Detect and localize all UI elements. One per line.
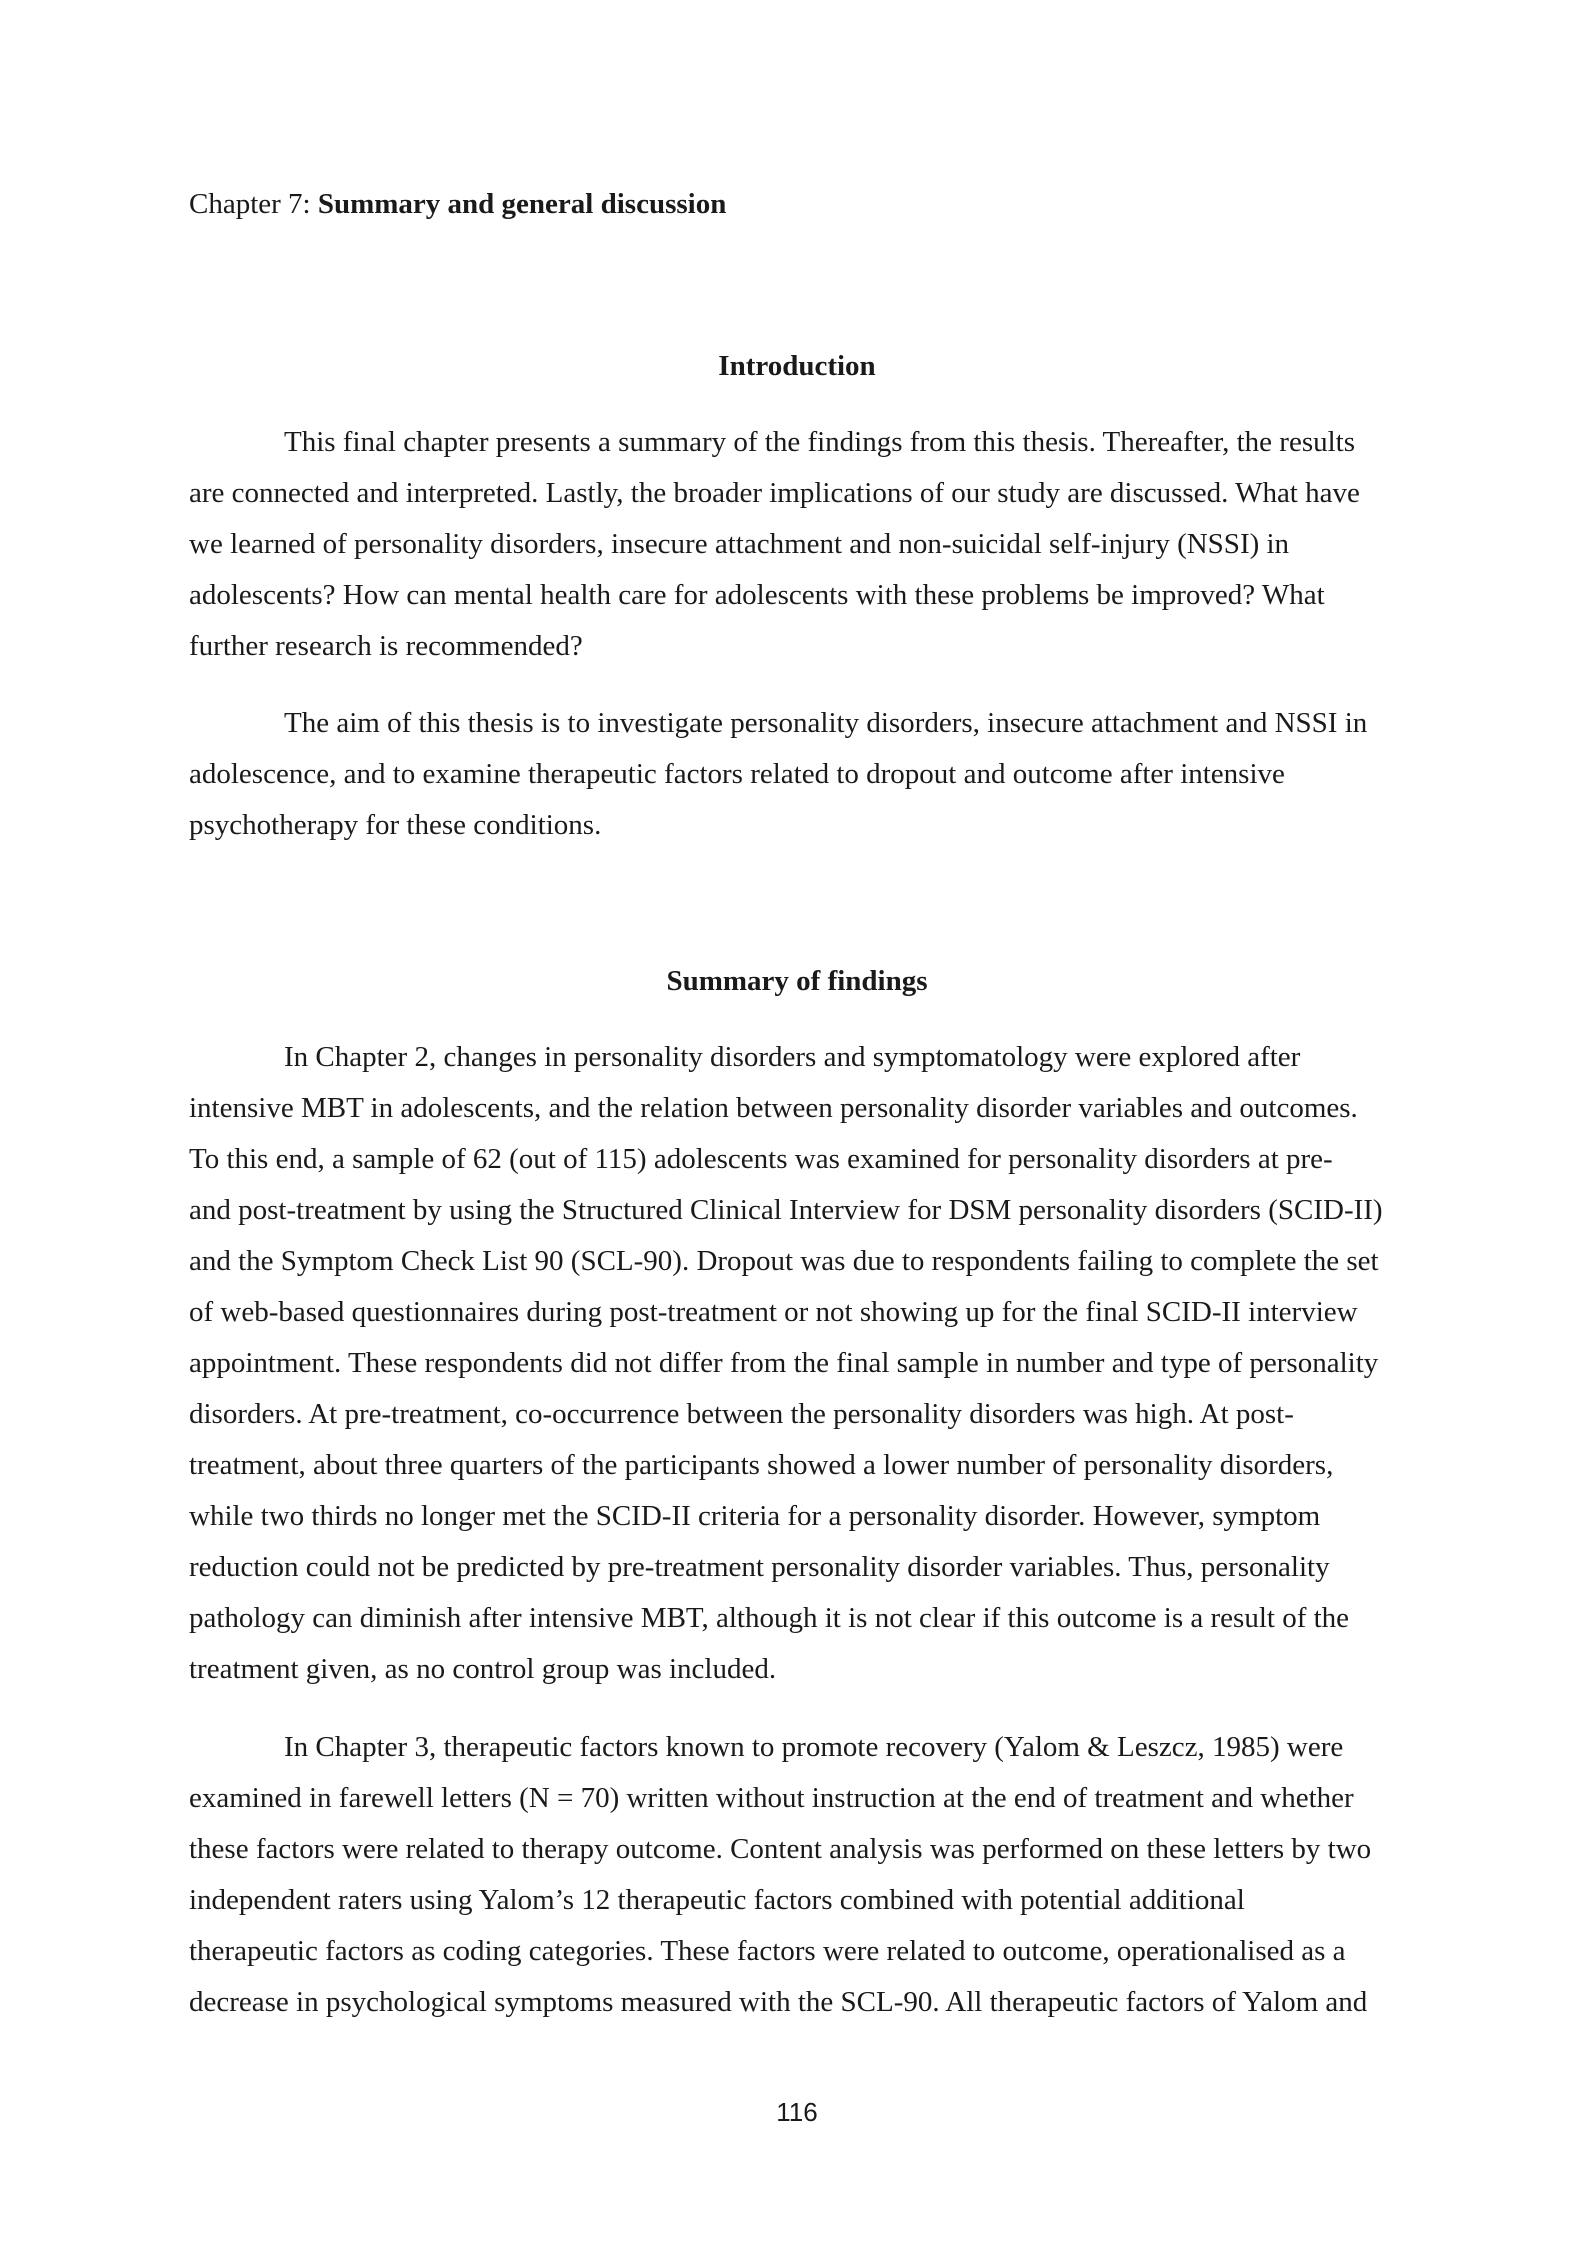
text-line: This final chapter presents a summary of the findings from this thesis. Thereafter, the results (284, 426, 1356, 458)
text-line: appointment. These respondents did not differ from the final sample in number and type of personality (189, 1347, 1379, 1379)
text-line: adolescents? How can mental health care for adolescents with these problems be improved? What (189, 579, 1325, 611)
text-line: we learned of personality disorders, insecure attachment and non-suicidal self-injury (NSSI) in (189, 528, 1290, 560)
text-line: therapeutic factors as coding categories. These factors were related to outcome, operationalised as a (189, 1935, 1346, 1967)
chapter-heading (189, 184, 726, 224)
section-heading-summary: Summary of findings (666, 965, 928, 997)
text-line: pathology can diminish after intensive MBT, although it is not clear if this outcome is a result of the (189, 1602, 1350, 1634)
text-line: and the Symptom Check List 90 (SCL-90). Dropout was due to respondents failing to complete the set (189, 1245, 1379, 1277)
text-line: these factors were related to therapy outcome. Content analysis was performed on these letters by two (189, 1833, 1372, 1865)
text-line: The aim of this thesis is to investigate personality disorders, insecure attachment and NSSI in (284, 707, 1368, 739)
text-line: disorders. At pre-treatment, co-occurrence between the personality disorders was high. At post- (189, 1398, 1294, 1430)
text-line: of web-based questionnaires during post-treatment or not showing up for the final SCID-II interview (189, 1296, 1358, 1328)
text-line: while two thirds no longer met the SCID-II criteria for a personality disorder. However, symptom (189, 1500, 1321, 1532)
text-line: treatment, about three quarters of the participants showed a lower number of personality disorders, (189, 1449, 1334, 1481)
text-line: In Chapter 2, changes in personality disorders and symptomatology were explored after (284, 1041, 1301, 1073)
text-line: independent raters using Yalom’s 12 therapeutic factors combined with potential additional (189, 1884, 1245, 1916)
chapter-prefix: Chapter 7: (189, 188, 318, 220)
text-line: and post-treatment by using the Structured Clinical Interview for DSM personality disorders (SCID-II) (189, 1194, 1383, 1226)
text-line: examined in farewell letters (N = 70) written without instruction at the end of treatment and whether (189, 1782, 1354, 1814)
text-line: are connected and interpreted. Lastly, the broader implications of our study are discussed. What have (189, 477, 1360, 509)
text-line: intensive MBT in adolescents, and the relation between personality disorder variables and outcomes. (189, 1092, 1358, 1124)
text-line: To this end, a sample of 62 (out of 115) adolescents was examined for personality disorders at pre- (189, 1143, 1333, 1175)
text-line: In Chapter 3, therapeutic factors known to promote recovery (Yalom & Leszcz, 1985) were (284, 1731, 1344, 1763)
text-line: reduction could not be predicted by pre-treatment personality disorder variables. Thus, personality (189, 1551, 1330, 1583)
page-number: 116 (776, 2097, 818, 2127)
text-line: decrease in psychological symptoms measured with the SCL-90. All therapeutic factors of Yalom and (189, 1986, 1368, 2018)
chapter-title: Summary and general discussion (317, 188, 727, 220)
text-line: psychotherapy for these conditions. (189, 809, 602, 841)
text-line: further research is recommended? (189, 630, 583, 662)
text-line: treatment given, as no control group was included. (189, 1653, 777, 1685)
section-heading-introduction: Introduction (718, 350, 876, 382)
text-line: adolescence, and to examine therapeutic factors related to dropout and outcome after intensive (189, 758, 1285, 790)
